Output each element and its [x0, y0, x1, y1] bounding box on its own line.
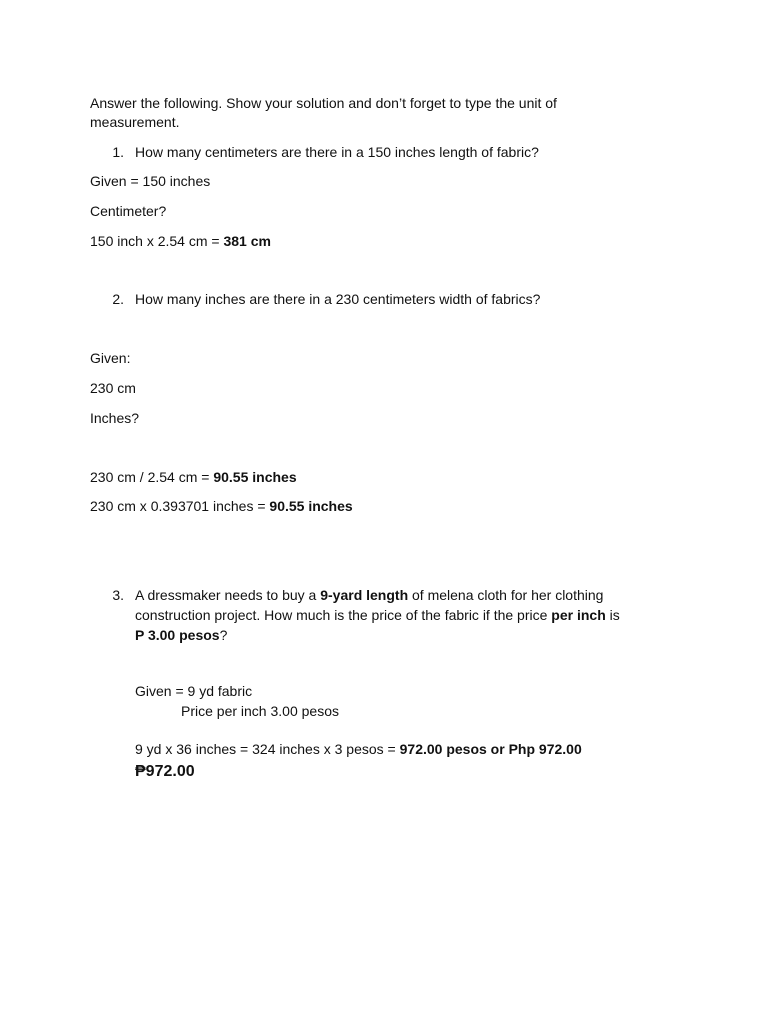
- q2-given-value: 230 cm: [90, 380, 136, 396]
- q2-unknown: Inches?: [90, 410, 140, 426]
- q3-line-2-text-b: is: [605, 607, 620, 623]
- q1-answer: 381 cm: [223, 233, 271, 249]
- q2-solution-1: [90, 467, 297, 487]
- q3-line-1-text-a: A dressmaker needs to buy a: [135, 587, 321, 603]
- q2-number: 2.: [112, 291, 124, 307]
- q3-solution-text: 9 yd x 36 inches = 324 inches x 3 pesos =: [135, 741, 400, 757]
- q3-given-price: Price per inch 3.00 pesos: [181, 703, 339, 719]
- q1-solution: [90, 231, 271, 251]
- instructions-line-1: Answer the following. Show your solution and don’t forget to type the unit of: [90, 95, 557, 111]
- q3-line-1: [135, 585, 603, 605]
- q1-question: How many centimeters are there in a 150 inches length of fabric?: [135, 144, 539, 160]
- q2-solution-2: [90, 496, 353, 516]
- q2-question: How many inches are there in a 230 centimeters width of fabrics?: [135, 291, 541, 307]
- q3-given: Given = 9 yd fabric: [135, 683, 253, 699]
- q3-line-3-bold: P 3.00 pesos: [135, 627, 220, 643]
- q1-solution-text: 150 inch x 2.54 cm =: [90, 233, 224, 249]
- q1-number: 1.: [112, 144, 124, 160]
- q3-line-2-bold: per inch: [551, 607, 606, 623]
- q2-given-label: Given:: [90, 350, 131, 366]
- q2-solution-2-text: 230 cm x 0.393701 inches =: [90, 498, 270, 514]
- q3-line-3: [135, 625, 227, 645]
- q2-solution-2-answer: 90.55 inches: [269, 498, 353, 514]
- q3-line-2: [135, 605, 620, 625]
- q3-line-2-text-a: construction project. How much is the price of the fabric if the price: [135, 607, 552, 623]
- q3-line-3-text: ?: [219, 627, 228, 643]
- instructions-line-2: measurement.: [90, 114, 180, 130]
- q3-line-1-text-b: of melena cloth for her clothing: [408, 587, 604, 603]
- q2-solution-1-answer: 90.55 inches: [213, 469, 297, 485]
- q3-solution: [135, 739, 582, 759]
- q1-given: Given = 150 inches: [90, 173, 211, 189]
- q3-number: 3.: [112, 587, 124, 603]
- q3-line-1-bold: 9-yard length: [320, 587, 409, 603]
- q3-solution-answer: 972.00 pesos or Php 972.00: [399, 741, 582, 757]
- q2-solution-1-text: 230 cm / 2.54 cm =: [90, 469, 214, 485]
- q1-unknown: Centimeter?: [90, 203, 167, 219]
- q3-final-answer: ₱972.00: [135, 763, 195, 780]
